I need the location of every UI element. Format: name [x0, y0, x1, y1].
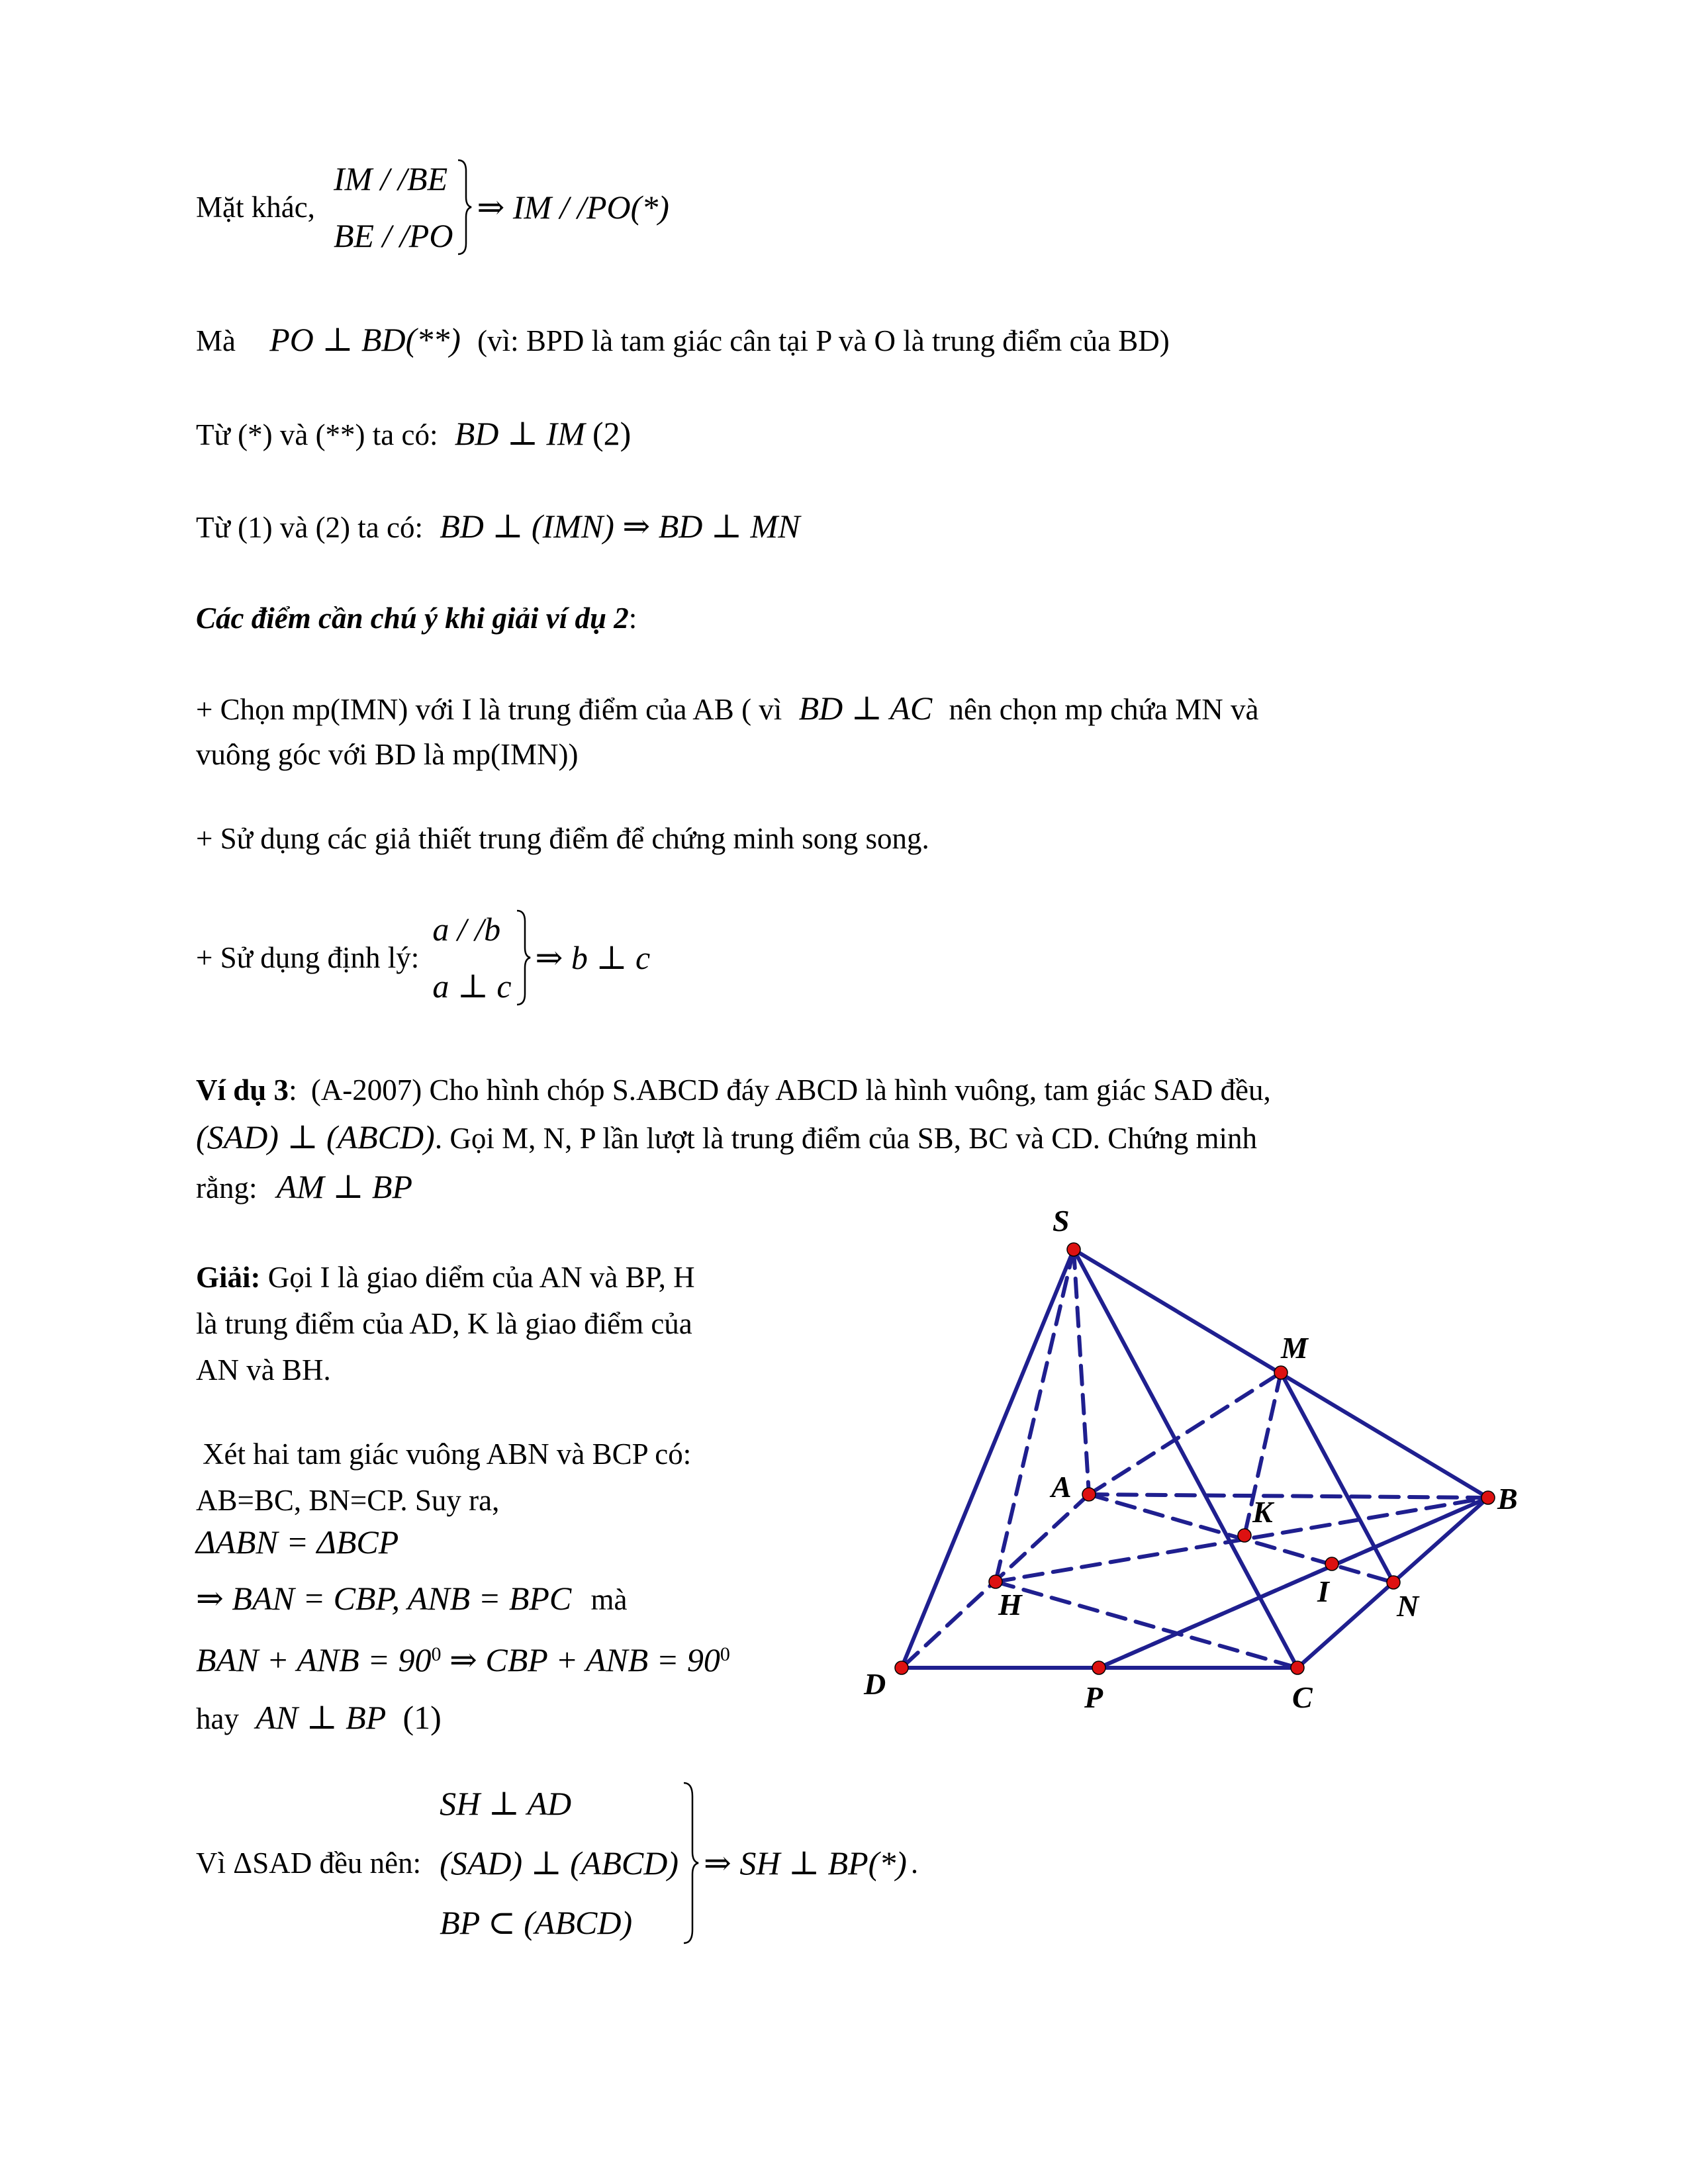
example3-rest: . Gọi M, N, P lần lượt là trung điểm của SB, BC và CD. Chứng minh — [434, 1122, 1257, 1155]
p1-stack — [334, 162, 453, 252]
point-K — [1238, 1529, 1251, 1542]
segment-AM — [1089, 1373, 1281, 1494]
pyramid-figure — [847, 1185, 1536, 1747]
p1-result: ⇒ IM / /PO(*) — [477, 189, 669, 226]
solution-l5: AB=BC, BN=CP. Suy ra, — [196, 1484, 500, 1517]
notes-heading-line — [196, 604, 637, 633]
final-result: ⇒ SH ⊥ BP(*) — [704, 1844, 907, 1882]
label-I: I — [1317, 1574, 1329, 1608]
label-M: M — [1281, 1331, 1308, 1365]
solution-line-7 — [196, 1582, 628, 1615]
right-brace-icon — [516, 908, 532, 1007]
note-3-top: a / /b — [432, 911, 501, 948]
solution-l2: là trung điểm của AD, K là giao điểm của — [196, 1307, 692, 1340]
note-3-label: + Sử dụng định lý: — [196, 941, 420, 974]
solution-l3: AN và BH. — [196, 1353, 331, 1387]
example3-title: Ví dụ 3 — [196, 1073, 289, 1107]
solution-line-3 — [196, 1355, 331, 1385]
theorem-system — [196, 908, 650, 1007]
point-P — [1092, 1661, 1105, 1674]
p4-lead: Từ (1) và (2) ta có: — [196, 511, 423, 544]
solution-line-4 — [203, 1439, 691, 1469]
notes-heading-colon: : — [628, 602, 637, 635]
final-stack — [440, 1787, 679, 1939]
solution-l7-tail: mà — [590, 1583, 628, 1616]
solution-l9-lead: hay — [196, 1702, 239, 1735]
solution-label: Giải: — [196, 1261, 261, 1294]
solution-l6: ΔABN = ΔBCP — [196, 1524, 399, 1561]
point-B — [1481, 1491, 1495, 1504]
label-P: P — [1084, 1680, 1103, 1714]
p2-line — [196, 323, 1170, 356]
p2-formula: PO ⊥ BD(**) — [269, 321, 461, 358]
edge-SA — [1074, 1250, 1089, 1494]
final-label: Vì ΔSAD đều nên: — [196, 1846, 422, 1880]
point-D — [895, 1661, 908, 1674]
example3-line-2 — [196, 1120, 1257, 1154]
final-r2: (SAD) ⊥ (ABCD) — [440, 1844, 679, 1882]
example3-intro: (A-2007) Cho hình chóp S.ABCD đáy ABCD là hình vuông, tam giác SAD đều, — [310, 1073, 1271, 1107]
point-A — [1082, 1488, 1096, 1501]
p3-line — [196, 417, 631, 450]
label-C: C — [1292, 1680, 1313, 1714]
point-N — [1387, 1576, 1400, 1589]
solution-l8-b: ⇒ CBP + ANB = 90 — [441, 1641, 720, 1678]
example3-prove-formula: AM ⊥ BP — [276, 1168, 413, 1205]
example3-prove-lead: rằng: — [196, 1171, 258, 1205]
solution-line-2 — [196, 1309, 692, 1339]
solution-l7: ⇒ BAN = CBP, ANB = BPC — [196, 1580, 572, 1617]
label-A: A — [1051, 1470, 1072, 1504]
example3-line-3 — [196, 1170, 412, 1203]
p3-tag: (2) — [592, 415, 632, 452]
point-I — [1325, 1557, 1338, 1570]
label-N: N — [1397, 1589, 1419, 1623]
parallel-system-1 — [196, 158, 669, 257]
p3-formula: BD ⊥ IM — [454, 415, 585, 452]
point-S — [1067, 1243, 1080, 1256]
note-1-a: + Chọn mp(IMN) với I là trung điểm của AB ( vì — [196, 693, 782, 726]
final-r1: SH ⊥ AD — [440, 1785, 572, 1822]
label-D: D — [864, 1667, 886, 1701]
edge-AB — [1089, 1494, 1488, 1498]
right-brace-icon — [457, 158, 473, 257]
final-dot: . — [910, 1846, 919, 1880]
note-1-c: vuông góc với BD là mp(IMN)) — [196, 738, 579, 771]
solution-l1: Gọi I là giao diểm của AN và BP, H — [267, 1261, 695, 1294]
solution-line-5 — [196, 1486, 499, 1516]
note-2: + Sử dụng các giả thiết trung điểm để chứng minh song song. — [196, 822, 929, 855]
note-3-bottom: a ⊥ c — [432, 968, 512, 1005]
edge-SD — [902, 1250, 1074, 1668]
p1-top: IM / /BE — [333, 160, 448, 197]
segment-PB — [1099, 1498, 1488, 1668]
label-S: S — [1053, 1204, 1070, 1238]
notes-heading: Các điểm cần chú ý khi giải ví dụ 2 — [196, 602, 629, 635]
solution-line-8 — [196, 1643, 730, 1676]
segment-HC — [996, 1582, 1297, 1668]
solution-l8-sup1: 0 — [431, 1643, 442, 1665]
point-C — [1291, 1661, 1304, 1674]
p4-formula: BD ⊥ (IMN) ⇒ BD ⊥ MN — [440, 508, 800, 545]
label-B: B — [1497, 1482, 1518, 1516]
solution-line-1 — [196, 1263, 695, 1293]
label-K: K — [1252, 1495, 1273, 1529]
note-1-b: nên chọn mp chứa MN và — [949, 693, 1259, 726]
note-3-stack — [432, 913, 511, 1003]
label-H: H — [998, 1588, 1022, 1621]
note-2-line — [196, 824, 929, 854]
solution-l8-a: BAN + ANB = 90 — [196, 1641, 432, 1678]
right-brace-icon — [682, 1780, 700, 1946]
point-M — [1274, 1366, 1288, 1379]
p2-reason: (vì: BPD là tam giác cân tại P và O là trung điểm của BD) — [477, 324, 1170, 357]
p1-bottom: BE / /PO — [333, 217, 453, 254]
point-H — [989, 1575, 1002, 1588]
note-1-line-1 — [196, 692, 1259, 725]
solution-line-9 — [196, 1701, 442, 1734]
segment-MN — [1281, 1373, 1393, 1582]
final-system — [196, 1780, 918, 1946]
p2-lead: Mà — [196, 324, 236, 357]
example3-colon: : — [289, 1073, 297, 1107]
solution-l9-formula: AN ⊥ BP — [256, 1699, 387, 1736]
note-3-result: ⇒ b ⊥ c — [535, 939, 651, 976]
p3-lead: Từ (*) và (**) ta có: — [196, 418, 438, 451]
p1-label: Mặt khác, — [196, 191, 315, 224]
note-1-line-2 — [196, 740, 578, 770]
solution-l9-tag: (1) — [402, 1699, 442, 1736]
example3-line-1 — [196, 1075, 1271, 1105]
solution-l8-sup2: 0 — [720, 1643, 730, 1665]
edge-SC — [1074, 1250, 1297, 1668]
final-r3: BP ⊂ (ABCD) — [440, 1904, 633, 1941]
p4-line — [196, 510, 800, 543]
note-1-formula: BD ⊥ AC — [798, 690, 933, 727]
solution-l4: Xét hai tam giác vuông ABN và BCP có: — [203, 1437, 692, 1471]
solution-line-6 — [196, 1525, 399, 1559]
example3-cond: (SAD) ⊥ (ABCD) — [196, 1118, 435, 1156]
